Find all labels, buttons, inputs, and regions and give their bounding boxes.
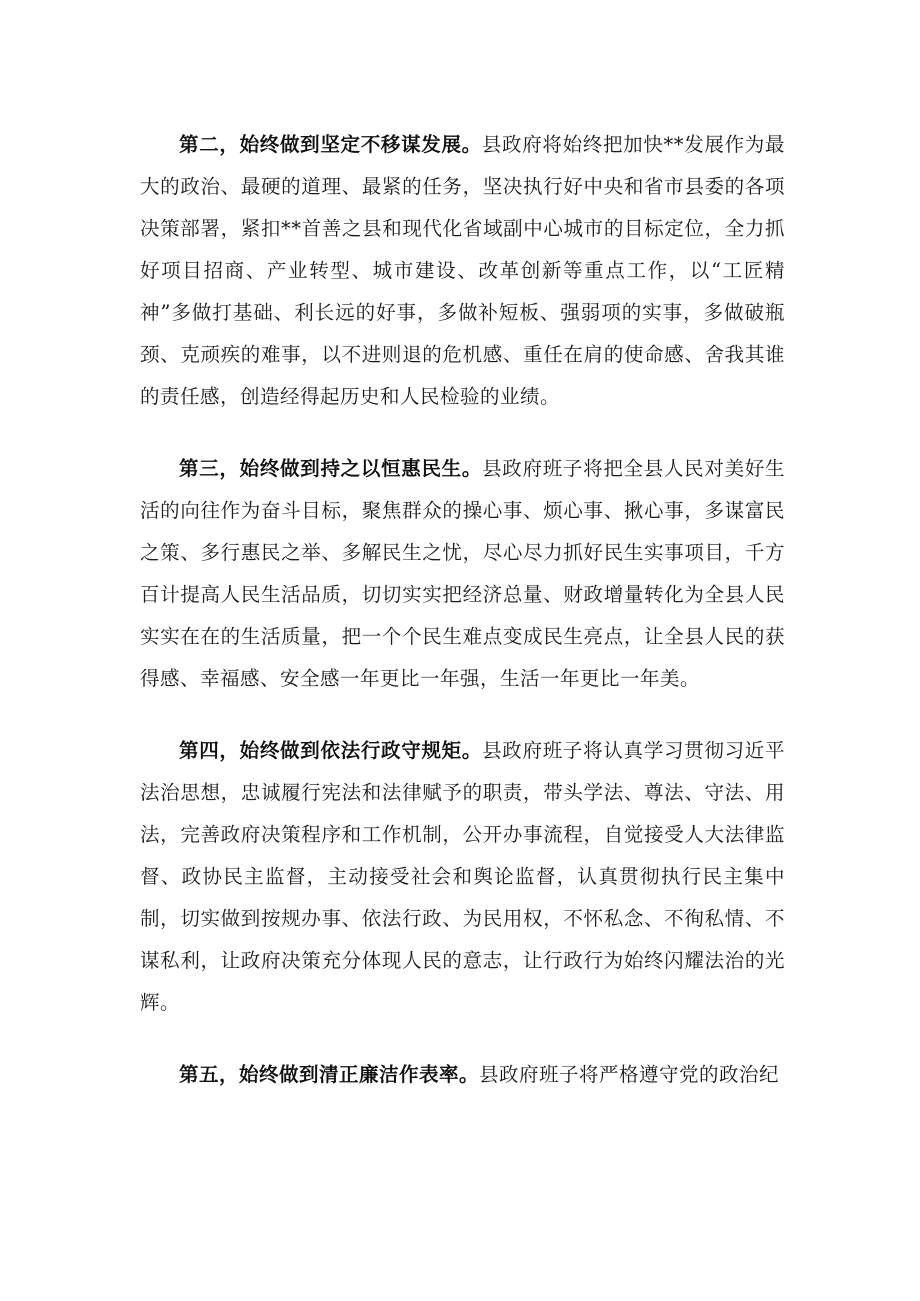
paragraph-heading: 第三，始终做到持之以恒惠民生。 [179,457,483,480]
paragraph-text: 县政府班子将把全县人民对美好生活的向往作为奋斗目标，聚焦群众的操心事、烦心事、揪心事，多谋富民之策、多行惠民之举、多解民生之忧，尽心尽力抓好民生实事项目，千方百计提高人民生活品质，切切实实把经济总量、财政增量转化为全县人民实实在在的生活质量，把一个个民生难点变成民生亮点，让全县人民的获得感、幸福感、安全感一年更比一年强，生活一年更比一年美。 [140,457,785,690]
paragraph-integrity [140,1054,785,1096]
paragraph-heading: 第五，始终做到清正廉洁作表率。 [179,1063,480,1086]
paragraph-rule-of-law [140,730,785,1024]
paragraph-development [140,124,785,418]
paragraph-heading: 第二，始终做到坚定不移谋发展。 [179,133,482,156]
paragraph-text: 县政府班子将认真学习贯彻习近平法治思想，忠诚履行宪法和法律赋予的职责，带头学法、尊法、守法、用法，完善政府决策程序和工作机制，公开办事流程，自觉接受人大法律监督、政协民主监督，主动接受社会和舆论监督，认真贯彻执行民主集中制，切实做到按规办事、依法行政、为民用权，不怀私念、不徇私情、不谋私利，让政府决策充分体现人民的意志，让行政行为始终闪耀法治的光辉。 [140,739,785,1014]
paragraph-text: 县政府将始终把加快**发展作为最大的政治、最硬的道理、最紧的任务，坚决执行好中央和省市县委的各项决策部署，紧扣**首善之县和现代化省域副中心城市的目标定位，全力抓好项目招商、产业转型、城市建设、改革创新等重点工作，以“工匠精神”多做打基础、利长远的好事，多做补短板、强弱项的实事，多做破瓶颈、克顽疾的难事，以不进则退的危机感、重任在肩的使命感、舍我其谁的责任感，创造经得起历史和人民检验的业绩。 [140,133,785,408]
paragraph-text: 县政府班子将严格遵守党的政治纪 [479,1063,780,1086]
paragraph-heading: 第四，始终做到依法行政守规矩。 [179,739,483,762]
paragraph-livelihood [140,448,785,700]
document-body [140,124,785,1126]
